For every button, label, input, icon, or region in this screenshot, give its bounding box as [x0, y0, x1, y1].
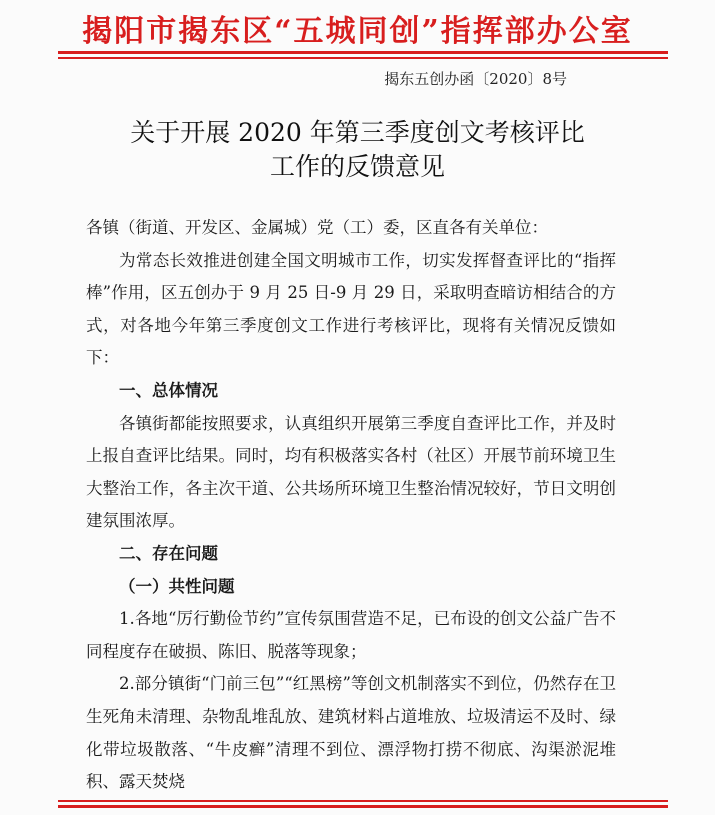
overall-paragraph: 各镇街都能按照要求，认真组织开展第三季度自查评比工作，并及时上报自查评比结果。同时，均有积极落实各村（社区）开展节前环境卫生大整治工作，各主次干道、公共场所环境卫生整治情况较好，节日文明创建氛围浓厚。: [86, 413, 616, 531]
document-title-line-1: 关于开展 2020 年第三季度创文考核评比: [130, 118, 585, 147]
letterhead-title: 揭阳市揭东区“五城同创”指挥部办公室: [82, 14, 633, 49]
subsection-heading-common-issues: （一）共性问题: [119, 576, 235, 596]
document-number: 揭东五创办函〔2020〕8号: [384, 70, 567, 88]
intro-paragraph: 为常态长效推进创建全国文明城市工作，切实发挥督查评比的“指挥棒”作用，区五创办于 9 月 25 日-9 月 29 日，采取明查暗访相结合的方式，对各地今年第三季度创文工作进行考核评比，现将有关情况反馈如下：: [86, 250, 616, 368]
footer-rule-thick: [58, 805, 668, 808]
letterhead-rule-thick: [58, 51, 668, 54]
document-body: [86, 212, 616, 799]
section-heading-overall: 一、总体情况: [119, 380, 218, 400]
document-title-line-2: 工作的反馈意见: [269, 152, 445, 181]
letterhead-rule-thin: [58, 57, 668, 59]
section-heading-issues: 二、存在问题: [119, 543, 218, 563]
issue-item-2: 2.部分镇街“门前三包”“红黑榜”等创文机制落实不到位，仍然存在卫生死角未清理、杂物乱堆乱放、建筑材料占道堆放、垃圾清运不及时、绿化带垃圾散落、“牛皮癣”清理不到位、漂浮物打捞不彻底、沟渠淤泥堆积、露天焚烧: [86, 674, 616, 792]
document-title: [0, 116, 715, 184]
issue-item-1: 1.各地“厉行勤俭节约”宣传氛围营造不足，已布设的创文公益广告不同程度存在破损、陈旧、脱落等现象；: [86, 609, 616, 661]
footer-rule-thin: [58, 800, 668, 802]
addressee: 各镇（街道、开发区、金属城）党（工）委，区直各有关单位：: [86, 218, 548, 237]
